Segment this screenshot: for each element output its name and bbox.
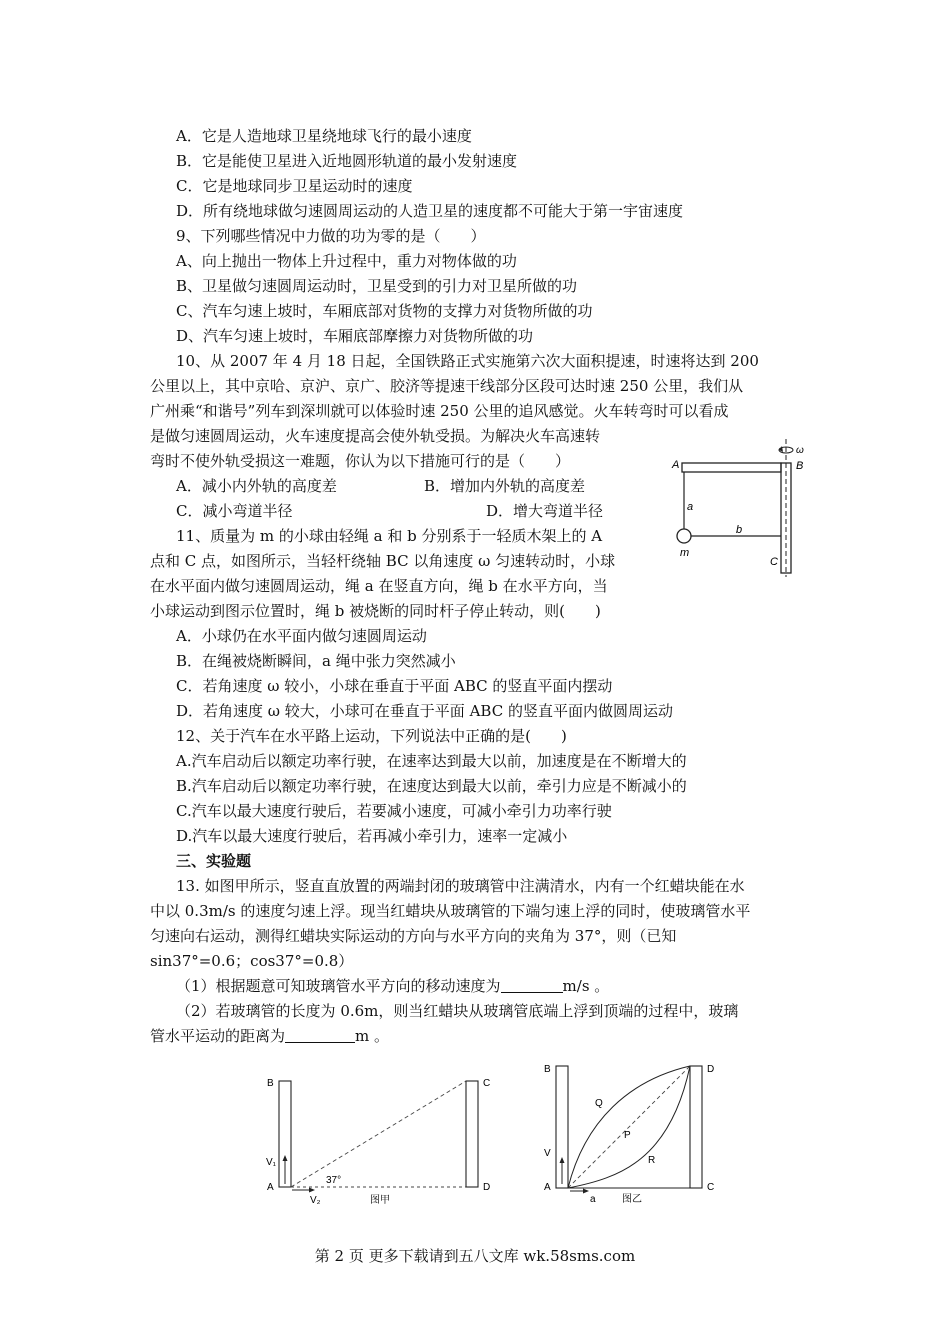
tube-right	[690, 1066, 702, 1188]
q8-option-c: C．它是地球同步卫星运动时的速度	[176, 177, 413, 195]
q11-option-b: B．在绳被烧断瞬间，a 绳中张力突然减小	[176, 652, 456, 670]
label-V: V	[544, 1148, 551, 1159]
label-b: b	[736, 524, 743, 536]
v2-arrow	[309, 1188, 315, 1193]
q9-option-b: B、卫星做匀速圆周运动时，卫星受到的引力对卫星所做的功	[176, 277, 578, 295]
v-arrow	[560, 1157, 565, 1163]
q12-option-b: B.汽车启动后以额定功率行驶，在速度达到最大以前，牵引力应是不断减小的	[176, 777, 687, 795]
q11-line-4: 小球运动到图示位置时，绳 b 被烧断的同时杆子停止转动，则( )	[150, 602, 601, 620]
q13-line-1: 13. 如图甲所示，竖直直放置的两端封闭的玻璃管中注满清水，内有一个红蜡块能在水	[176, 877, 745, 895]
q13-part-1	[176, 976, 609, 996]
q10-option-a: A．减小内外轨的高度差	[176, 477, 337, 495]
label-omega: ω	[796, 445, 804, 456]
q11-frame-figure	[668, 437, 818, 582]
q13-part-2-line-1: （2）若玻璃管的长度为 0.6m，则当红蜡块从玻璃管底端上浮到顶端的过程中，玻璃	[176, 1002, 739, 1020]
label-A: A	[544, 1182, 551, 1193]
label-v1: V₁	[266, 1157, 277, 1168]
q9-option-a: A、向上抛出一物体上升过程中，重力对物体做的功	[176, 252, 517, 270]
tube-right	[466, 1081, 478, 1187]
q11-line-1: 11、质量为 m 的小球由轻绳 a 和 b 分别系于一轻质木架上的 A	[176, 527, 603, 545]
figure-yi	[540, 1060, 730, 1205]
a-arrow	[583, 1189, 589, 1194]
q11-line-2: 点和 C 点，如图所示，当轻杆绕轴 BC 以角速度 ω 匀速转动时，小球	[150, 552, 616, 570]
caption-yi: 图乙	[622, 1194, 642, 1205]
answer-blank-1[interactable]	[501, 977, 563, 993]
q10-option-c: C．减小弯道半径	[176, 502, 293, 520]
q12-option-d: D.汽车以最大速度行驶后，若再减小牵引力，速率一定减小	[176, 827, 568, 845]
q10-option-b: B．增加内外轨的高度差	[424, 477, 586, 495]
top-beam	[682, 463, 781, 472]
v1-arrow	[283, 1155, 288, 1161]
q8-option-a: A．它是人造地球卫星绕地球飞行的最小速度	[176, 127, 472, 145]
label-B: B	[796, 460, 804, 472]
caption-jia: 图甲	[370, 1195, 390, 1206]
label-angle: 37°	[326, 1175, 342, 1186]
q13-part-1-text: （1）根据题意可知玻璃管水平方向的移动速度为	[176, 977, 501, 995]
q10-option-d: D．增大弯道半径	[486, 502, 604, 520]
label-a: a	[687, 501, 694, 513]
q12-option-c: C.汽车以最大速度行驶后，若要减小速度，可减小牵引力功率行驶	[176, 802, 612, 820]
q10-line-2: 公里以上，其中京哈、京沪、京广、胶济等提速干线部分区段可达时速 250 公里，我们从	[150, 377, 744, 395]
ball	[677, 529, 691, 543]
q10-line-4: 是做匀速圆周运动，火车速度提高会使外轨受损。为解决火车高速转	[150, 427, 601, 445]
q13-line-4: sin37°=0.6；cos37°=0.8）	[150, 952, 354, 970]
label-m: m	[680, 547, 690, 559]
q11-option-c: C．若角速度 ω 较小，小球在垂直于平面 ABC 的竖直平面内摆动	[176, 677, 613, 695]
q13-part-2	[150, 1026, 389, 1046]
label-P: P	[624, 1130, 631, 1141]
label-a: a	[590, 1194, 596, 1205]
label-C: C	[770, 556, 778, 568]
q13-part-2-unit: m 。	[355, 1027, 390, 1045]
q10-line-5: 弯时不使外轨受损这一难题，你认为以下措施可行的是（ ）	[150, 452, 571, 470]
q10-line-3: 广州乘“和谐号”列车到深圳就可以体验时速 250 公里的追风感觉。火车转弯时可以看成	[150, 402, 729, 420]
q8-option-d: D．所有绕地球做匀速圆周运动的人造卫星的速度都不可能大于第一宇宙速度	[176, 202, 684, 220]
label-v2: V₂	[310, 1195, 321, 1206]
label-D: D	[483, 1182, 491, 1193]
q11-option-a: A．小球仍在水平面内做匀速圆周运动	[176, 627, 427, 645]
section-title: 三、实验题	[176, 852, 252, 870]
label-A: A	[672, 459, 680, 471]
label-C: C	[483, 1078, 491, 1089]
page-footer: 第 2 页 更多下载请到五八文库 wk.58sms.com	[314, 1247, 636, 1265]
label-Q: Q	[595, 1098, 603, 1109]
label-D: D	[707, 1064, 715, 1075]
answer-blank-2[interactable]	[285, 1027, 355, 1043]
q12-stem: 12、关于汽车在水平路上运动，下列说法中正确的是( )	[176, 727, 567, 745]
figure-jia	[262, 1072, 502, 1207]
label-B: B	[267, 1078, 274, 1089]
q13-line-2: 中以 0.3m/s 的速度匀速上浮。现当红蜡块从玻璃管的下端匀速上浮的同时，使玻璃管水平	[150, 902, 751, 920]
q9-stem: 9、下列哪些情况中力做的功为零的是（ ）	[176, 227, 486, 245]
q9-option-d: D、汽车匀速上坡时，车厢底部摩擦力对货物所做的功	[176, 327, 534, 345]
q13-part-1-unit: m/s 。	[562, 977, 610, 995]
q11-line-3: 在水平面内做匀速圆周运动，绳 a 在竖直方向，绳 b 在水平方向，当	[150, 577, 608, 595]
q10-line-1: 10、从 2007 年 4 月 18 日起，全国铁路正式实施第六次大面积提速，时速将达到 200	[176, 352, 759, 370]
q11-option-d: D．若角速度 ω 较大，小球可在垂直于平面 ABC 的竖直平面内做圆周运动	[176, 702, 673, 720]
q12-option-a: A.汽车启动后以额定功率行驶，在速率达到最大以前，加速度是在不断增大的	[176, 752, 687, 770]
q9-option-c: C、汽车匀速上坡时，车厢底部对货物的支撑力对货物所做的功	[176, 302, 593, 320]
path-P	[568, 1066, 690, 1188]
q8-option-b: B．它是能使卫星进入近地圆形轨道的最小发射速度	[176, 152, 518, 170]
label-B: B	[544, 1064, 551, 1075]
q13-part-2-text: 管水平运动的距离为	[150, 1027, 286, 1045]
label-C: C	[707, 1182, 715, 1193]
label-A: A	[267, 1182, 274, 1193]
label-R: R	[648, 1155, 656, 1166]
q13-line-3: 匀速向右运动，测得红蜡块实际运动的方向与水平方向的夹角为 37°，则（已知	[150, 927, 677, 945]
path-dashed	[291, 1081, 466, 1187]
